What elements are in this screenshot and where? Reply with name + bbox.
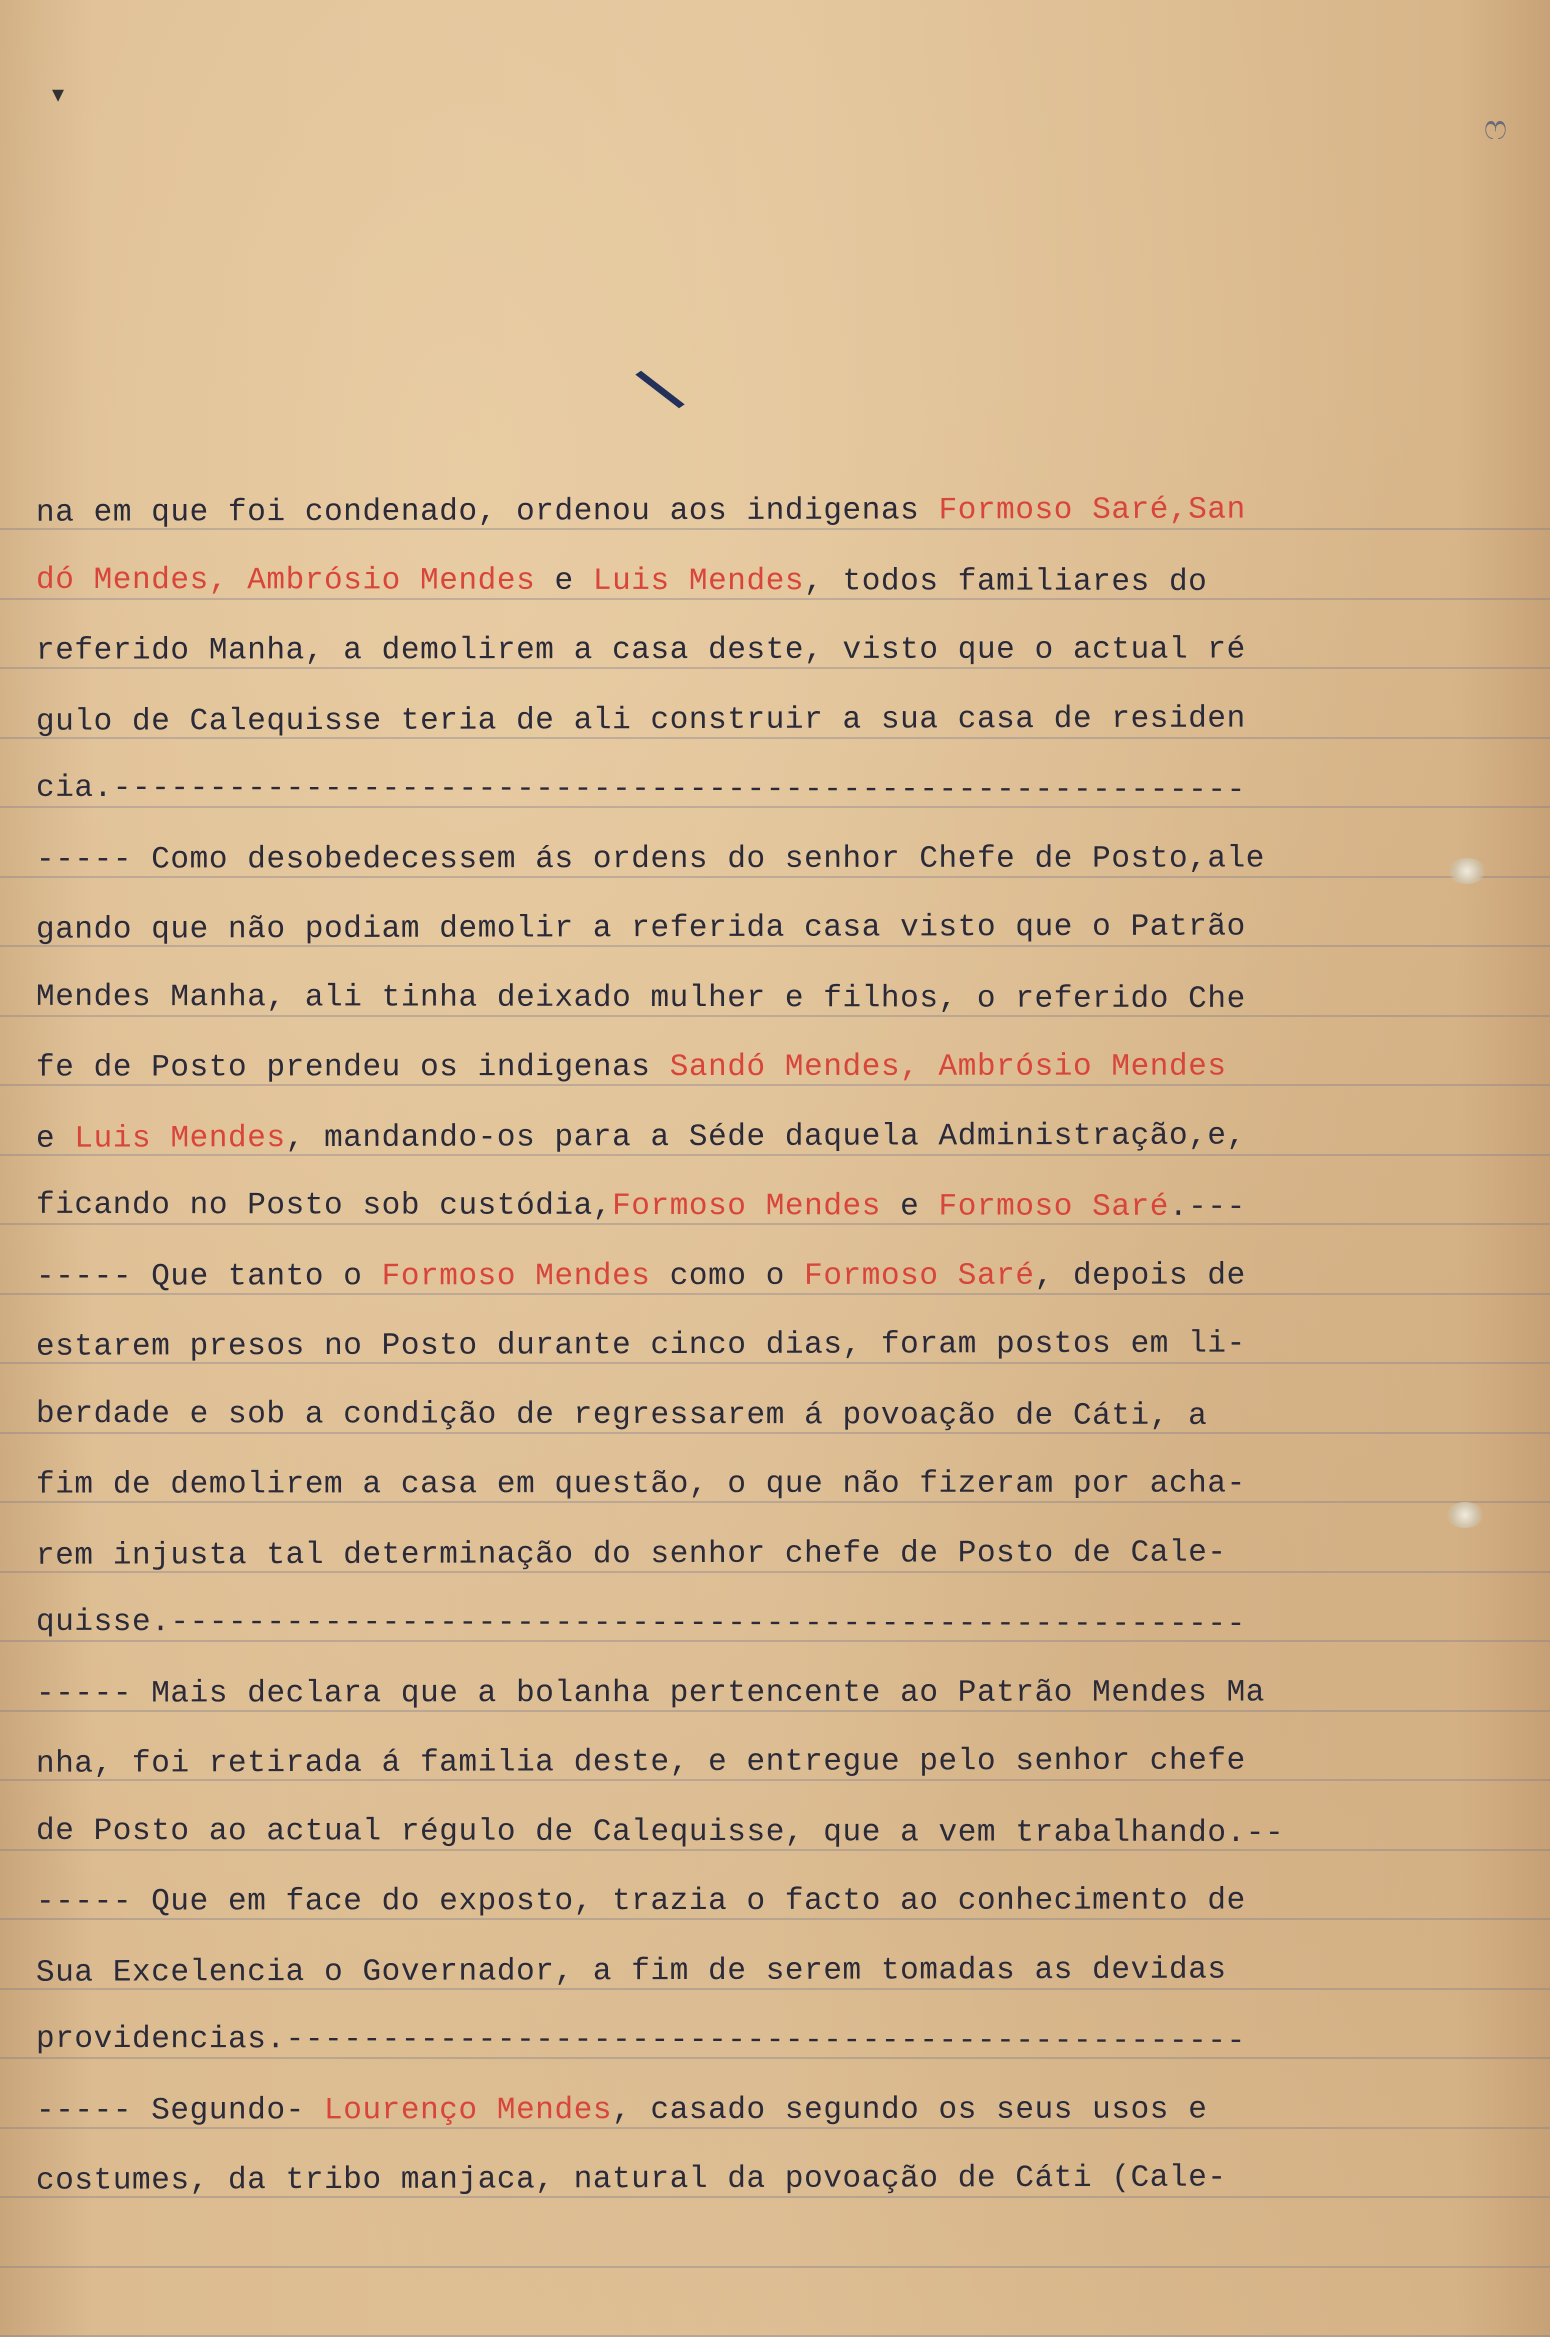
text-line [36,1533,1336,1576]
text-line [36,1186,1336,1228]
text-line [36,1395,1336,1437]
text-line [36,1047,1336,1088]
text-segment: ficando no Posto sob custódia, [35,1187,613,1224]
text-line [36,839,1336,880]
text-line [36,1464,1336,1505]
text-line [36,1812,1336,1854]
text-line [36,490,1336,533]
text-line [36,2090,1336,2131]
text-segment: como o [650,1258,805,1295]
text-segment: , todos familiares do [804,564,1208,600]
name-highlight: Formoso Mendes [381,1259,651,1295]
text-segment: costumes, da tribo manjaca, natural da povoação de Cáti (Cale- [35,2160,1227,2199]
text-segment: ----- Mais declara que a bolanha pertencente ao Patrão Mendes Ma [35,1675,1266,1712]
corner-pencil-mark: ෆ [1484,108,1508,148]
text-line [36,630,1336,671]
name-highlight: Formoso Saré [938,1189,1170,1225]
text-segment: e [35,1121,75,1157]
text-segment: Mendes Manha, ali tinha deixado mulher e filhos, o referido Che [35,979,1246,1017]
text-line [36,1950,1336,1993]
text-segment: quisse.-------------------------------------------------------- [35,1604,1246,1642]
ink-slash-mark: \ [628,351,691,427]
text-segment: ----- Segundo- [35,2093,325,2129]
name-highlight: Sandó Mendes, Ambrósio Mendes [669,1049,1227,1086]
text-segment: , mandando-os para a Séde daquela Administração,e, [285,1118,1246,1157]
text-segment: ----- Como desobedecessem ás ordens do senhor Chefe de Posto,ale [35,841,1266,878]
text-segment: rem injusta tal determinação do senhor chefe de Posto de Cale- [35,1535,1227,1574]
name-highlight: Formoso Saré [804,1258,1035,1294]
text-segment: nha, foi retirada á familia deste, e entregue pelo senhor chefe [35,1743,1246,1782]
text-line [36,2158,1336,2201]
name-highlight: dó Mendes, Ambrósio Mendes [35,562,536,599]
text-line [36,769,1336,811]
text-segment: estarem presos no Posto durante cinco dias, foram postos em li- [35,1326,1246,1365]
text-line [36,1116,1336,1159]
text-line [36,907,1336,950]
text-segment: fim de demolirem a casa em questão, o que não fizeram por acha- [35,1466,1246,1503]
text-segment: , casado segundo os seus usos e [612,2092,1208,2129]
name-highlight: Formoso Mendes [612,1188,881,1225]
text-segment: gando que não podiam demolir a referida casa visto que o Patrão [35,909,1246,948]
text-segment: fe de Posto prendeu os indigenas [35,1050,670,1086]
text-segment: Sua Excelencia o Governador, a fim de serem tomadas as devidas [35,1952,1227,1991]
text-line [36,1603,1336,1645]
text-line [36,699,1336,742]
text-line [36,1256,1336,1297]
text-segment: .--- [1168,1189,1246,1225]
punch-hole-top [1448,858,1486,884]
text-line [36,1741,1336,1784]
text-segment: berdade e sob a condição de regressarem á povoação de Cáti, a [35,1396,1208,1434]
text-segment: ----- Que tanto o [35,1259,382,1295]
text-segment: , depois de [1034,1258,1246,1294]
text-segment: providencias.-------------------------------------------------- [35,2021,1246,2059]
text-line [36,561,1336,603]
ink-dot: ▾ [52,80,65,108]
name-highlight: Luis Mendes [74,1121,286,1157]
text-line [36,2020,1336,2062]
text-segment: de Posto ao actual régulo de Calequisse, que a vem trabalhando.-- [35,1813,1285,1852]
text-line [36,978,1336,1020]
name-highlight: Formoso Saré,San [938,492,1246,529]
text-segment: ----- Que em face do exposto, trazia o facto ao conhecimento de [35,1883,1246,1920]
name-highlight: Luis Mendes [592,563,805,600]
ruling-line [0,2266,1550,2268]
text-segment: na em que foi condenado, ordenou aos indigenas [35,493,939,531]
text-line [36,1324,1336,1367]
text-line [36,1673,1336,1714]
punch-hole-bottom [1446,1502,1484,1528]
text-segment: referido Manha, a demolirem a casa deste, visto que o actual ré [35,632,1246,669]
text-line [36,1881,1336,1922]
text-segment: gulo de Calequisse teria de ali construir a sua casa de residen [35,701,1246,740]
text-segment: e [535,563,593,599]
text-segment: e [880,1189,939,1225]
name-highlight: Lourenço Mendes [324,2093,613,2129]
text-segment: cia.----------------------------------------------------------- [35,770,1246,808]
